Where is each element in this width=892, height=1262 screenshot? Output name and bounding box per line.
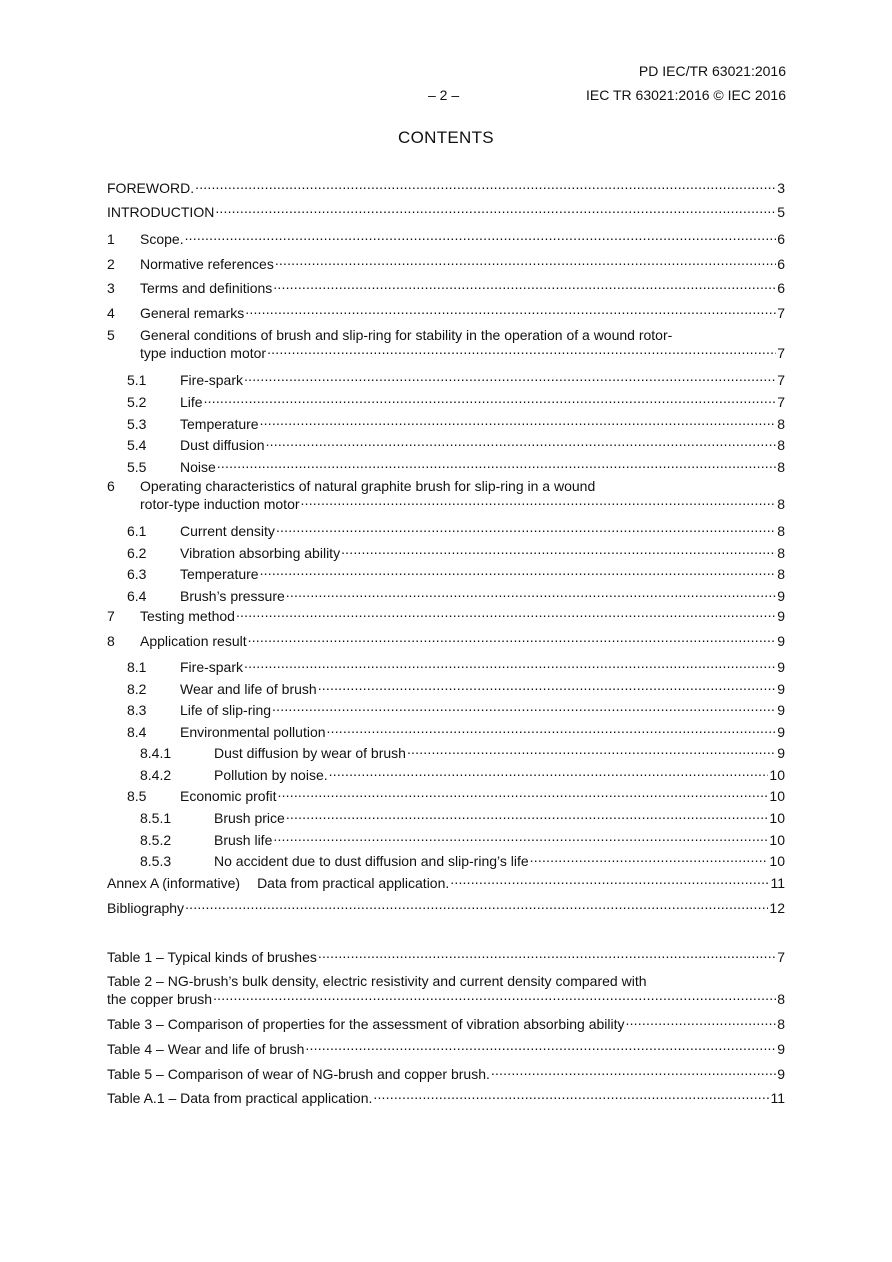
toc-number: 8.4.1	[140, 745, 172, 761]
table-title: Table A.1 – Data from practical application.	[107, 1090, 373, 1106]
toc-entry[interactable]	[140, 852, 785, 870]
toc-number: 5.2	[127, 394, 147, 410]
toc-page: 6	[777, 231, 785, 247]
toc-page: 3	[777, 180, 785, 196]
toc-annex-label: Annex A (informative)	[107, 875, 241, 891]
toc-number: 8.5	[127, 788, 147, 804]
toc-title: Pollution by noise.	[214, 767, 328, 783]
toc-title: Fire-spark	[180, 659, 244, 675]
toc-number: 8.1	[127, 659, 147, 675]
toc-title: General remarks	[140, 305, 245, 321]
toc-title: Wear and life of brush	[180, 681, 317, 697]
toc-title: Life	[180, 394, 203, 410]
toc-page: 12	[769, 900, 785, 916]
table-list-entry[interactable]	[107, 948, 785, 966]
toc-entry[interactable]	[107, 607, 785, 625]
toc-number: 2	[107, 256, 115, 272]
toc-entry-bibliography[interactable]	[107, 899, 785, 917]
table-page: 7	[777, 949, 785, 965]
toc-entry[interactable]	[107, 478, 785, 513]
toc-page: 7	[777, 372, 785, 388]
toc-title-continued: rotor-type induction motor	[140, 496, 300, 512]
toc-page: 8	[777, 437, 785, 453]
toc-title: Terms and definitions	[140, 280, 273, 296]
toc-number: 6.1	[127, 523, 147, 539]
toc-page: 6	[777, 280, 785, 296]
table-list-entry[interactable]	[107, 1089, 785, 1107]
table-list-entry[interactable]	[107, 1040, 785, 1058]
toc-page: 8	[777, 545, 785, 561]
toc-title: Fire-spark	[180, 372, 244, 388]
toc-entry[interactable]	[140, 744, 785, 762]
table-page: 9	[777, 1066, 785, 1082]
toc-number: 7	[107, 608, 115, 624]
page-title: CONTENTS	[398, 128, 494, 147]
toc-title: Dust diffusion	[180, 437, 265, 453]
toc-page: 9	[777, 702, 785, 718]
toc-entry[interactable]	[140, 809, 785, 827]
toc-number: 8.5.1	[140, 810, 172, 826]
toc-title-continued: type induction motor	[140, 345, 267, 361]
toc-page: 11	[770, 875, 785, 891]
toc-entry[interactable]	[107, 327, 785, 362]
toc-number: 6.2	[127, 545, 147, 561]
toc-number: 5	[107, 327, 115, 343]
toc-title: Application result	[140, 633, 247, 649]
toc-title: Dust diffusion by wear of brush	[214, 745, 406, 761]
toc-number: 6.3	[127, 566, 147, 582]
toc-number: 8.3	[127, 702, 147, 718]
toc-title: Vibration absorbing ability	[180, 545, 341, 561]
toc-number: 5.5	[127, 459, 147, 475]
table-list-entry[interactable]	[107, 1065, 785, 1083]
toc-number: 8.4.2	[140, 767, 172, 783]
toc-entry[interactable]	[127, 680, 785, 698]
table-list-entry[interactable]	[107, 1015, 785, 1033]
toc-number: 5.1	[127, 372, 147, 388]
toc-title: Temperature	[180, 566, 259, 582]
toc-entry[interactable]	[127, 393, 785, 411]
toc-page: 8	[777, 566, 785, 582]
document-id: PD IEC/TR 63021:2016	[638, 63, 786, 79]
toc-entry-foreword[interactable]	[107, 179, 785, 197]
table-title-continued: the copper brush	[107, 991, 213, 1007]
toc-entry[interactable]	[127, 701, 785, 719]
toc-entry[interactable]	[140, 831, 785, 849]
toc-title: INTRODUCTION	[107, 204, 215, 220]
toc-title: Brush life	[214, 832, 273, 848]
toc-page: 8	[777, 496, 785, 512]
page-number: – 2 –	[428, 87, 460, 103]
toc-title: FOREWORD.	[107, 180, 195, 196]
toc-title: Testing method	[140, 608, 235, 624]
toc-number: 8	[107, 633, 115, 649]
table-page: 8	[777, 1016, 785, 1032]
toc-title: Noise	[180, 459, 216, 475]
toc-entry[interactable]	[127, 436, 785, 454]
toc-page: 9	[777, 633, 785, 649]
table-list-entry[interactable]	[107, 973, 785, 1008]
toc-title: Life of slip-ring	[180, 702, 272, 718]
toc-number: 5.3	[127, 416, 147, 432]
toc-page: 8	[777, 416, 785, 432]
toc-entry-annex-a[interactable]	[107, 874, 785, 892]
toc-page: 10	[769, 788, 785, 804]
toc-title: Data from practical application.	[257, 875, 450, 891]
toc-number: 8.5.3	[140, 853, 172, 869]
toc-number: 8.2	[127, 681, 147, 697]
toc-number: 3	[107, 280, 115, 296]
toc-page: 9	[777, 588, 785, 604]
toc-page: 10	[769, 767, 785, 783]
toc-page: 8	[777, 459, 785, 475]
toc-entry[interactable]	[127, 787, 785, 805]
toc-page: 6	[777, 256, 785, 272]
toc-title: Normative references	[140, 256, 274, 272]
toc-page: 9	[777, 681, 785, 697]
toc-number: 5.4	[127, 437, 147, 453]
toc-page: 10	[769, 832, 785, 848]
toc-page: 7	[777, 394, 785, 410]
toc-entry[interactable]	[107, 255, 785, 273]
toc-page: 9	[777, 659, 785, 675]
table-page: 9	[777, 1041, 785, 1057]
toc-page: 9	[777, 608, 785, 624]
toc-page: 7	[777, 305, 785, 321]
toc-number: 8.5.2	[140, 832, 172, 848]
toc-title: No accident due to dust diffusion and slip-ring’s life	[214, 853, 529, 869]
toc-page: 5	[777, 204, 785, 220]
toc-title: Bibliography	[107, 900, 185, 916]
toc-entry[interactable]	[127, 587, 785, 605]
toc-page: 7	[777, 345, 785, 361]
table-title: Table 4 – Wear and life of brush	[107, 1041, 305, 1057]
toc-entry[interactable]	[127, 522, 785, 540]
toc-page: 10	[769, 810, 785, 826]
toc-entry[interactable]	[127, 371, 785, 389]
toc-number: 6	[107, 478, 115, 494]
toc-title: Current density	[180, 523, 275, 539]
toc-number: 6.4	[127, 588, 147, 604]
toc-number: 1	[107, 231, 115, 247]
toc-entry[interactable]	[107, 279, 785, 297]
toc-entry[interactable]	[107, 632, 785, 650]
toc-page: 9	[777, 724, 785, 740]
table-page: 11	[770, 1090, 785, 1106]
toc-page: 8	[777, 523, 785, 539]
copyright-notice: IEC TR 63021:2016 © IEC 2016	[586, 87, 786, 103]
toc-title: Economic profit	[180, 788, 277, 804]
toc-number: 8.4	[127, 724, 147, 740]
toc-entry[interactable]	[107, 304, 785, 322]
toc-page: 10	[769, 853, 785, 869]
toc-title: Environmental pollution	[180, 724, 326, 740]
table-page: 8	[777, 991, 785, 1007]
toc-title: Brush’s pressure	[180, 588, 285, 604]
toc-page: 9	[777, 745, 785, 761]
toc-title: Brush price	[214, 810, 285, 826]
toc-entry[interactable]	[127, 458, 785, 476]
toc-entry[interactable]	[127, 723, 785, 741]
toc-number: 4	[107, 305, 115, 321]
toc-entry[interactable]	[127, 544, 785, 562]
table-title: Table 2 – NG-brush’s bulk density, electric resistivity and current density compared with	[107, 973, 647, 989]
toc-title: Temperature	[180, 416, 259, 432]
table-title: Table 1 – Typical kinds of brushes	[107, 949, 317, 965]
toc-entry[interactable]	[127, 415, 785, 433]
toc-title: General conditions of brush and slip-ring for stability in the operation of a wound rotor-	[140, 327, 673, 343]
toc-title: Scope.	[140, 231, 184, 247]
toc-entry[interactable]	[140, 766, 785, 784]
table-title: Table 5 – Comparison of wear of NG-brush and copper brush.	[107, 1066, 490, 1082]
toc-entry[interactable]	[107, 230, 785, 248]
table-title: Table 3 – Comparison of properties for the assessment of vibration absorbing ability	[107, 1016, 625, 1032]
toc-entry[interactable]	[127, 658, 785, 676]
toc-entry[interactable]	[127, 565, 785, 583]
toc-title: Operating characteristics of natural graphite brush for slip-ring in a wound	[140, 478, 596, 494]
toc-entry-introduction[interactable]	[107, 203, 785, 221]
